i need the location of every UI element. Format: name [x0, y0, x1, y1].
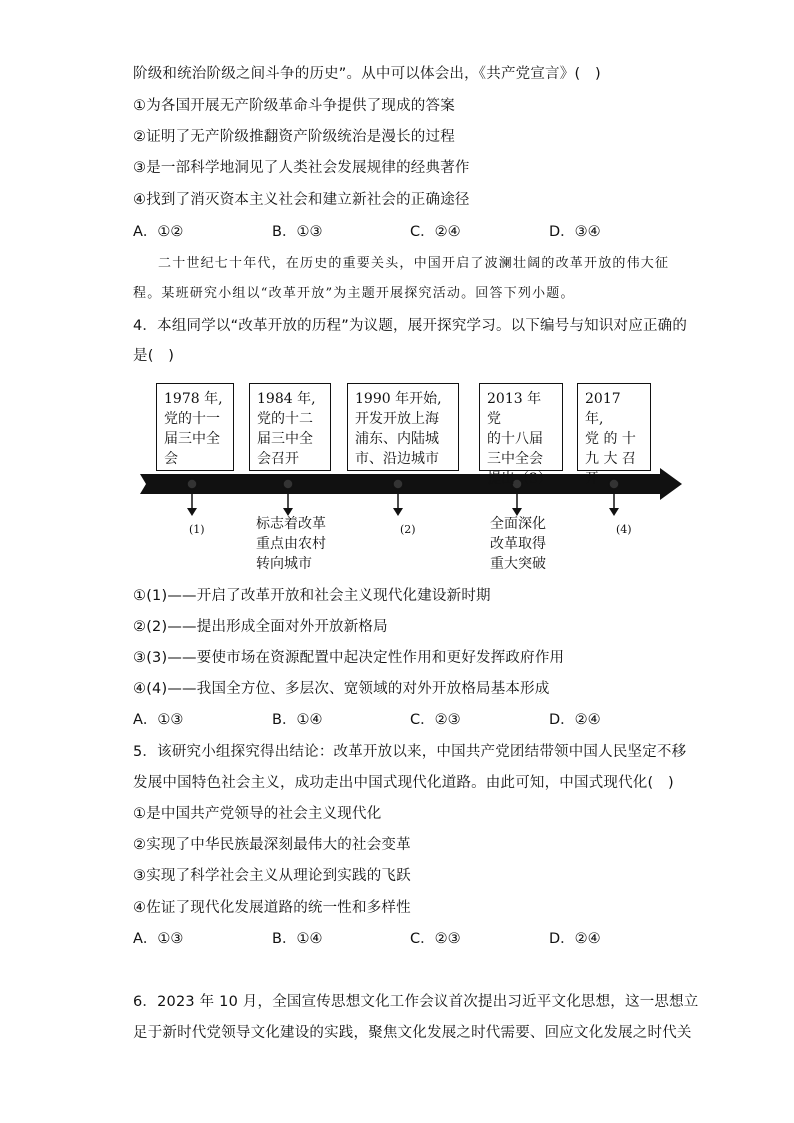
q4-stem-line-2: 是( )	[133, 348, 175, 364]
q3-stem-tail: 阶级和统治阶级之间斗争的历史”。从中可以体会出，《共产党宣言》( )	[133, 66, 601, 82]
q5-option-2: ②实现了中华民族最深刻最伟大的社会变革	[133, 837, 411, 853]
q3-choice-d[interactable]: D．③④	[549, 224, 601, 240]
q3-option-1: ①为各国开展无产阶级革命斗争提供了现成的答案	[133, 98, 455, 114]
timeline-slot-1: (1)	[189, 523, 205, 536]
timeline-box-2017: 2017 年, 党 的 十 九 大 召 开	[577, 383, 651, 471]
timeline-slot-2: (2)	[400, 523, 416, 536]
q5-choice-d[interactable]: D．②④	[549, 931, 601, 947]
q5-choices	[133, 929, 693, 949]
intro-line-2: 程。某班研究小组以“改革开放”为主题开展探究活动。回答下列小题。	[133, 286, 575, 301]
q3-option-2: ②证明了无产阶级推翻资产阶级统治是漫长的过程	[133, 129, 455, 145]
timeline-box-1984: 1984 年, 党的十二 届三中全 会召开	[249, 383, 331, 471]
intro-line-1: 二十世纪七十年代，在历史的重要关头，中国开启了波澜壮阔的改革开放的伟大征	[158, 256, 670, 271]
q3-choice-a[interactable]: A．①②	[133, 224, 184, 240]
timeline-label-2013: 全面深化 改革取得 重大突破	[490, 516, 546, 572]
q4-option-1: ①(1)——开启了改革开放和社会主义现代化建设新时期	[133, 588, 491, 604]
q5-stem-line-2: 发展中国特色社会主义，成功走出中国式现代化道路。由此可知，中国式现代化( )	[133, 775, 674, 791]
q4-stem-line-1: 4．本组同学以“改革开放的历程”为议题，展开探究学习。以下编号与知识对应正确的	[133, 318, 688, 334]
q6-stem-line-2: 足于新时代党领导文化建设的实践，聚焦文化发展之时代需要、回应文化发展之时代关	[133, 1025, 692, 1041]
q4-choice-b[interactable]: B．①④	[272, 712, 323, 728]
q5-option-3: ③实现了科学社会主义从理论到实践的飞跃	[133, 868, 411, 884]
q4-option-4: ④(4)——我国全方位、多层次、宽领域的对外开放格局基本形成	[133, 681, 550, 697]
q5-choice-a[interactable]: A．①③	[133, 931, 184, 947]
q5-choice-c[interactable]: C．②③	[410, 931, 461, 947]
q4-choice-a[interactable]: A．①③	[133, 712, 184, 728]
q5-option-4: ④佐证了现代化发展道路的统一性和多样性	[133, 900, 411, 916]
q5-choice-b[interactable]: B．①④	[272, 931, 323, 947]
timeline-box-1990: 1990 年开始, 开发开放上海 浦东、内陆城 市、沿边城市	[347, 383, 459, 471]
q4-option-2: ②(2)——提出形成全面对外开放新格局	[133, 619, 388, 635]
q4-option-3: ③(3)——要使市场在资源配置中起决定性作用和更好发挥政府作用	[133, 650, 565, 666]
timeline-label-1984: 标志着改革 重点由农村 转向城市	[256, 516, 326, 572]
q5-option-1: ①是中国共产党领导的社会主义现代化	[133, 806, 382, 822]
q3-choices	[133, 222, 693, 242]
timeline-box-2013: 2013 年党 的十八届 三中全会 提出（3）	[479, 383, 563, 471]
q3-option-4: ④找到了消灭资本主义社会和建立新社会的正确途径	[133, 192, 470, 208]
q4-choice-d[interactable]: D．②④	[549, 712, 601, 728]
timeline-slot-4: (4)	[616, 523, 632, 536]
q5-stem-line-1: 5．该研究小组探究得出结论：改革开放以来，中国共产党团结带领中国人民坚定不移	[133, 744, 687, 760]
timeline-box-1978: 1978 年, 党的十一 届三中全 会	[156, 383, 234, 471]
q3-option-3: ③是一部科学地洞见了人类社会发展规律的经典著作	[133, 160, 470, 176]
q4-choice-c[interactable]: C．②③	[410, 712, 461, 728]
q3-choice-c[interactable]: C．②④	[410, 224, 461, 240]
q3-choice-b[interactable]: B．①③	[272, 224, 323, 240]
q4-choices	[133, 710, 693, 730]
q6-stem-line-1: 6．2023 年 10 月，全国宣传思想文化工作会议首次提出习近平文化思想，这一思想立	[133, 994, 699, 1010]
